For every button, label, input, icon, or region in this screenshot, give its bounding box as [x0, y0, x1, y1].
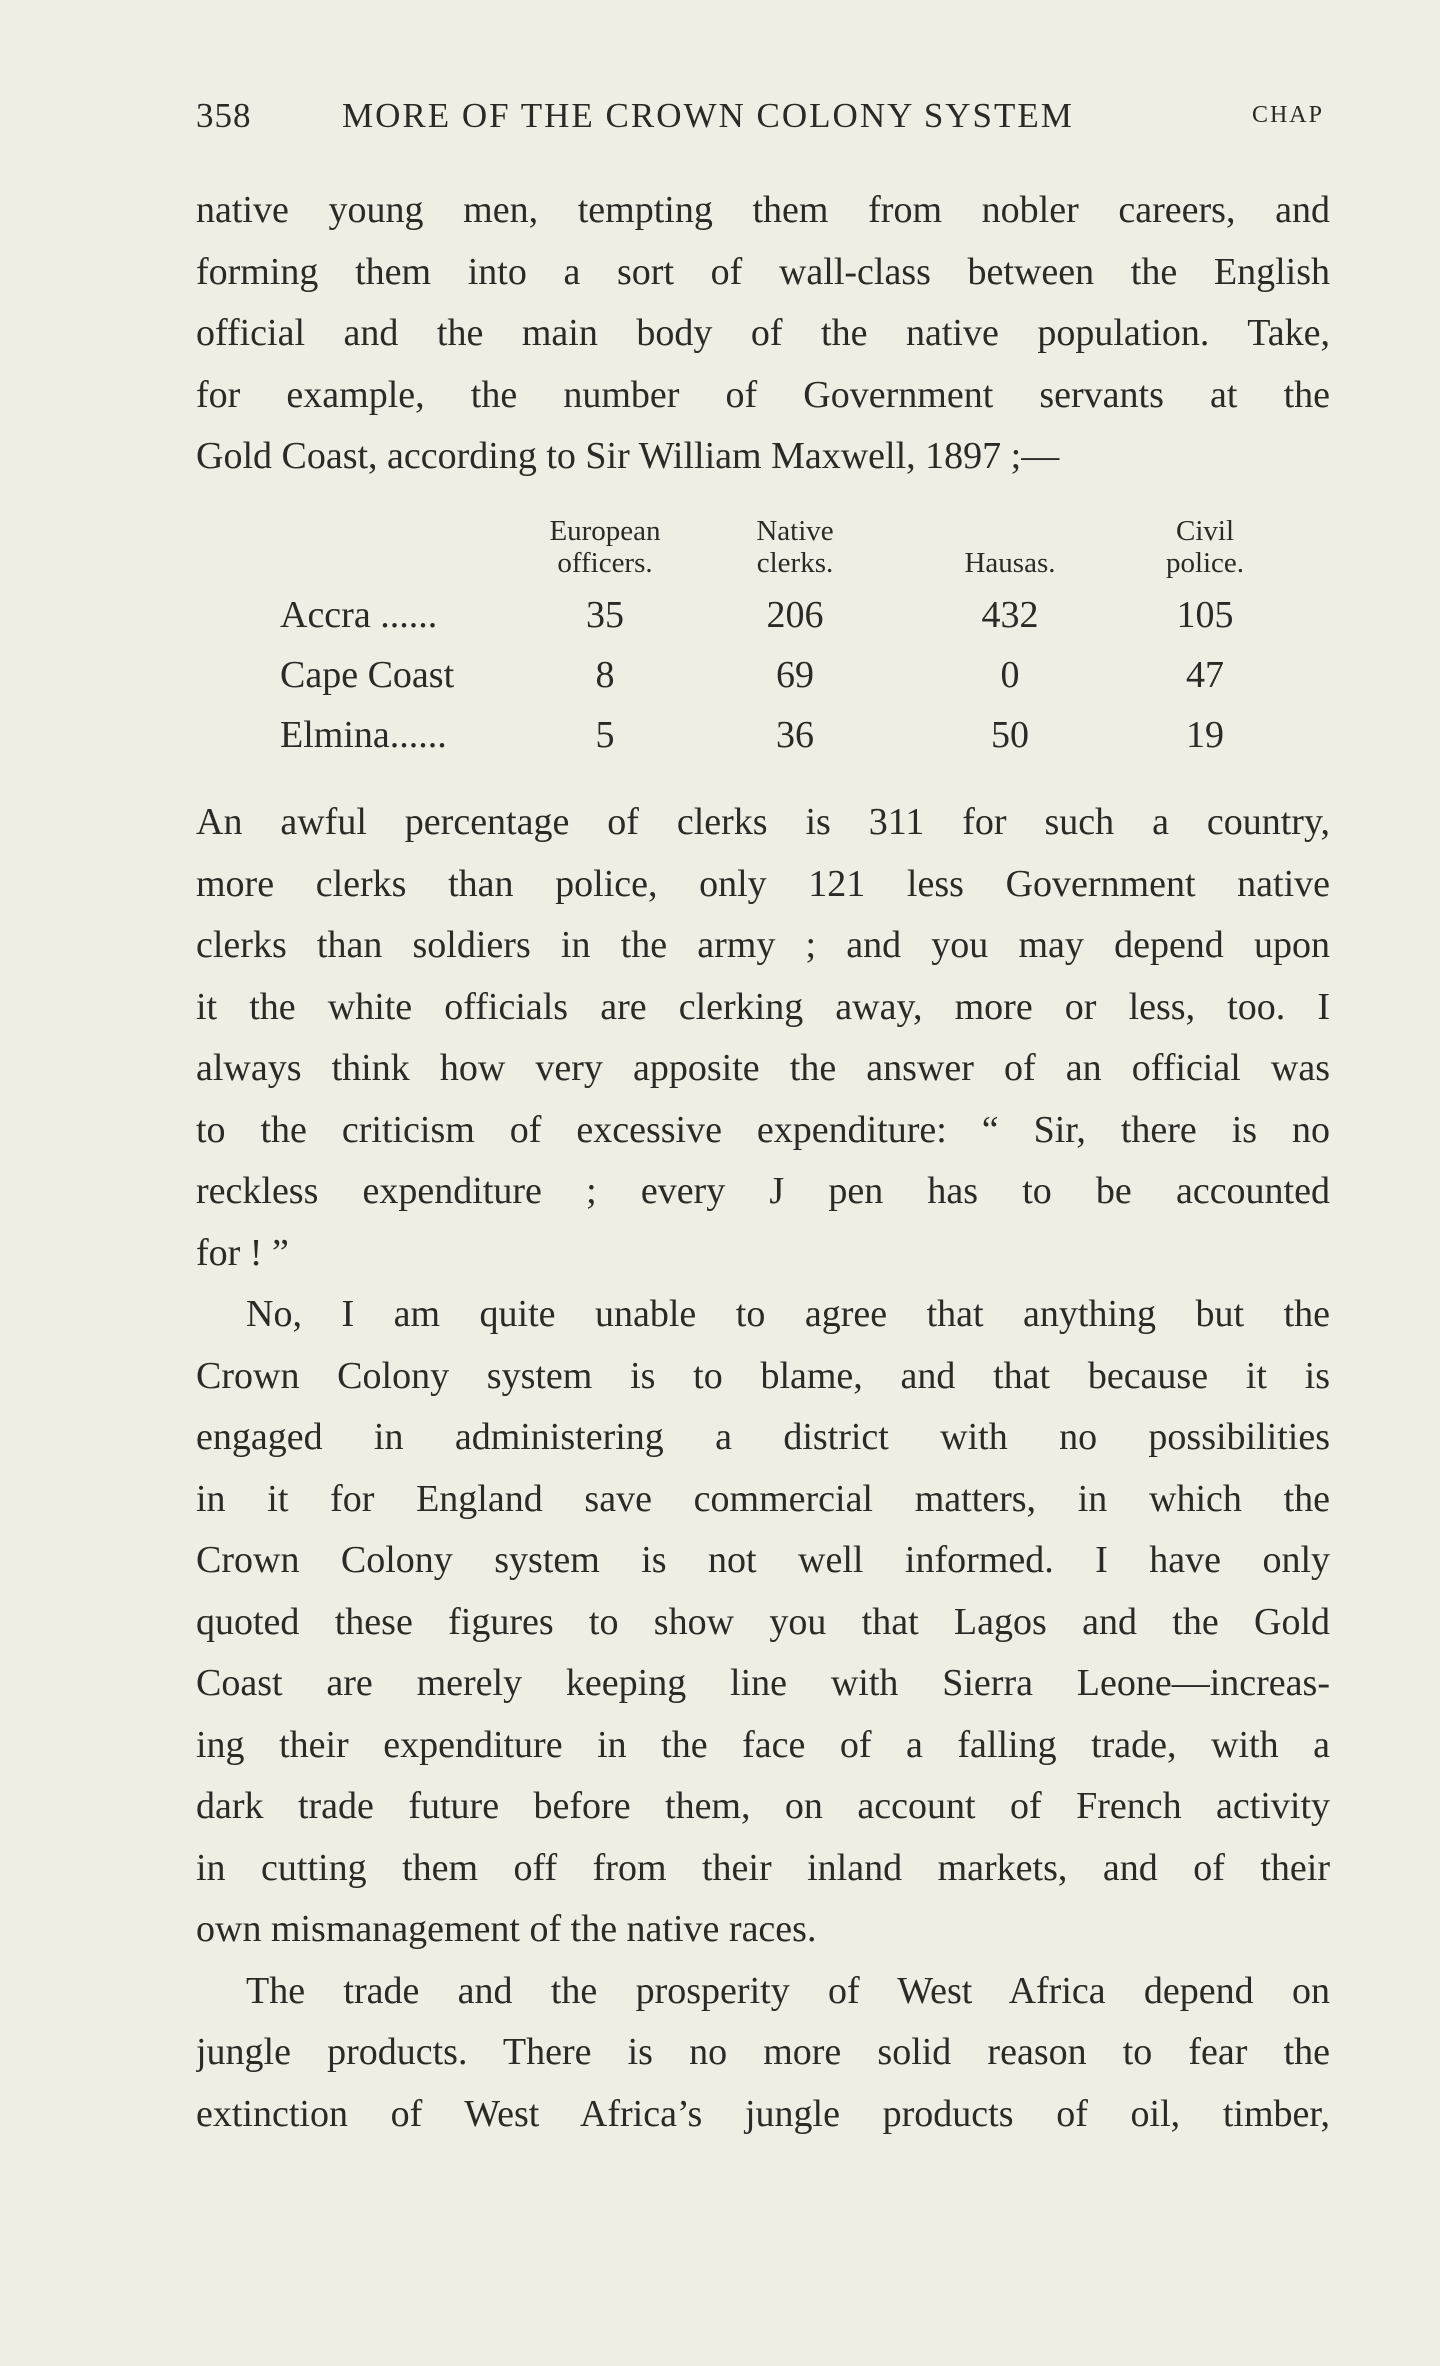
text-line: The trade and the prosperity of West Africa depend on — [246, 1969, 1330, 2012]
text-line: it the white officials are clerking away, more or less, too. I — [196, 985, 1330, 1028]
running-header — [196, 96, 1324, 148]
text-line: official and the main body of the native population. Take, — [196, 312, 1330, 354]
text-line: engaged in administering a district with no possibilities — [196, 1416, 1330, 1458]
table-cell: 0 — [1000, 654, 1020, 696]
text-line: native young men, tempting them from nobler careers, and — [196, 189, 1330, 231]
row-label-cape-coast: Cape Coast — [280, 654, 455, 696]
table-cell: 5 — [595, 714, 615, 756]
text-line: jungle products. There is no more solid reason to fear the — [196, 2031, 1330, 2073]
text-line: dark trade future before them, on account of French activity — [196, 1785, 1330, 1827]
table-cell: 19 — [1186, 714, 1224, 756]
table-cell: 432 — [981, 594, 1039, 636]
table-cell: 105 — [1176, 594, 1234, 636]
government-servants-table — [280, 515, 1280, 775]
table-cell: 69 — [776, 654, 814, 696]
table-cell: 206 — [766, 594, 824, 636]
text-line: for ! ” — [196, 1231, 289, 1274]
paragraph-intro — [196, 180, 1330, 488]
text-line: No, I am quite unable to agree that anything but the — [246, 1293, 1330, 1335]
text-line: more clerks than police, only 121 less Government native — [196, 862, 1330, 905]
running-title: MORE OF THE CROWN COLONY SYSTEM — [342, 96, 1074, 135]
column-header-native-clerks: Native clerks. — [756, 515, 834, 579]
row-label-accra: Accra ...... — [280, 594, 438, 636]
text-line: to the criticism of excessive expenditure: “ Sir, there is no — [196, 1108, 1330, 1151]
table-cell: 35 — [586, 594, 624, 636]
text-line: always think how very apposite the answer of an official was — [196, 1047, 1330, 1089]
text-line: in cutting them off from their inland markets, and of their — [196, 1846, 1330, 1889]
text-line: Coast are merely keeping line with Sierra Leone—increas- — [196, 1662, 1330, 1704]
text-line: ing their expenditure in the face of a falling trade, with a — [196, 1723, 1330, 1766]
text-line: for example, the number of Government servants at the — [196, 373, 1330, 416]
text-line: forming them into a sort of wall-class between the English — [196, 250, 1330, 293]
table-cell: 50 — [991, 714, 1029, 756]
chapter-abbrev: CHAP — [1251, 102, 1324, 128]
text-line: reckless expenditure ; every J pen has to be accounted — [196, 1170, 1330, 1212]
table-cell: 8 — [595, 654, 615, 696]
text-line: An awful percentage of clerks is 311 for such a country, — [196, 801, 1330, 843]
text-line: Gold Coast, according to Sir William Maxwell, 1897 ;— — [196, 435, 1060, 477]
page-number: 358 — [196, 96, 252, 135]
column-header-civil-police: Civil police. — [1165, 515, 1245, 579]
text-line: own mismanagement of the native races. — [196, 1908, 817, 1950]
column-header-european-officers: European officers. — [549, 515, 661, 579]
text-line: Crown Colony system is to blame, and that because it is — [196, 1354, 1330, 1397]
table-cell: 47 — [1186, 654, 1224, 696]
row-label-elmina: Elmina...... — [280, 714, 447, 756]
table-cell: 36 — [776, 714, 814, 756]
text-line: in it for England save commercial matters, in which the — [196, 1477, 1330, 1520]
column-header-hausas: Hausas. — [964, 547, 1056, 579]
text-line: clerks than soldiers in the army ; and you may depend upon — [196, 924, 1330, 966]
paragraph-body — [196, 792, 1330, 2145]
text-line: Crown Colony system is not well informed. I have only — [196, 1539, 1330, 1581]
text-line: quoted these figures to show you that Lagos and the Gold — [196, 1600, 1330, 1643]
text-line: extinction of West Africa’s jungle products of oil, timber, — [196, 2092, 1330, 2135]
